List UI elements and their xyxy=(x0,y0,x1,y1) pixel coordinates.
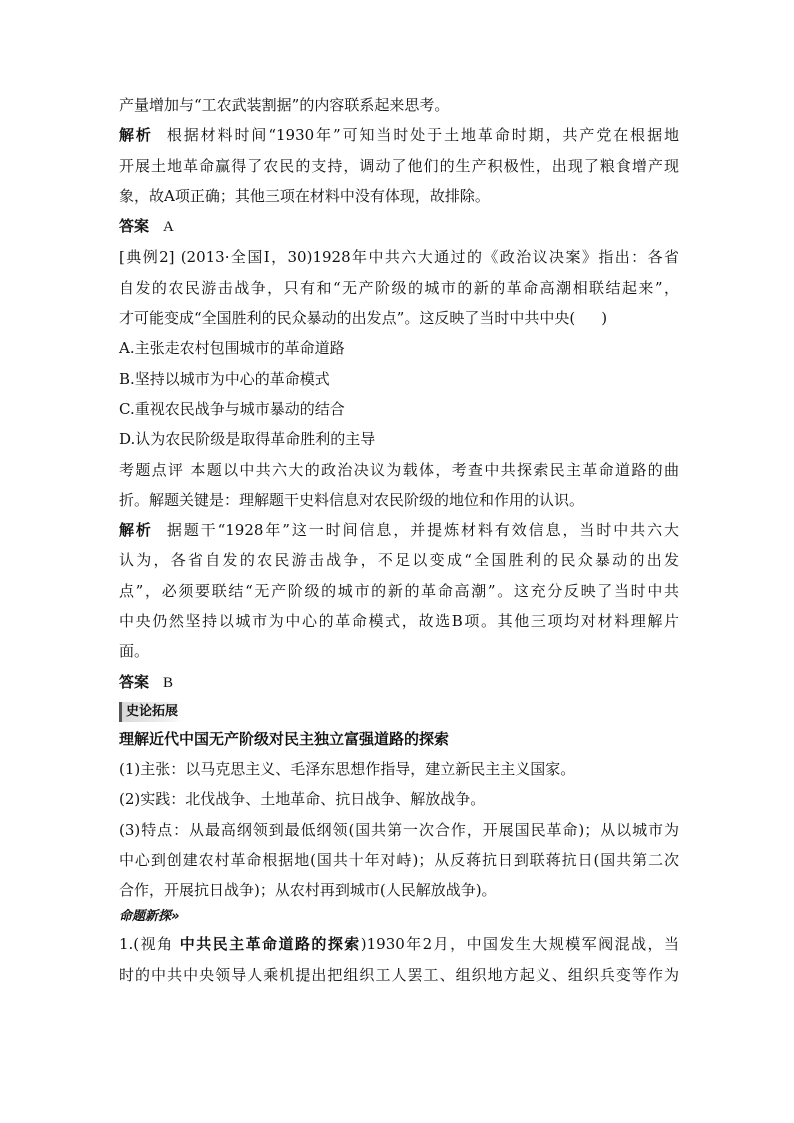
example-line: 自发的农民游击战争，只有和“无产阶级的城市的新的革命高潮相联结起来”， xyxy=(119,278,679,297)
analysis-line xyxy=(119,120,679,150)
extension-item: 中心到创建农村革命根据地(国共十年对峙)；从反蒋抗日到联蒋抗日(国共第二次 xyxy=(119,850,679,869)
analysis-line: 面。 xyxy=(119,642,150,661)
answer-line xyxy=(119,211,679,242)
option-a: A.主张走农村包围城市的革命道路 xyxy=(119,339,345,358)
analysis-text: 根据材料时间“1930年”可知当时处于土地革命时期，共产党在根据地 xyxy=(166,126,679,145)
document-page xyxy=(119,90,679,990)
analysis-line xyxy=(119,515,679,545)
analysis-text: 据题干“1928年”这一时间信息，并提炼材料有效信息，当时中共六大 xyxy=(166,521,679,540)
question-line xyxy=(119,929,679,959)
analysis-label: 解析 xyxy=(119,126,153,145)
extension-item: 合作，开展抗日战争)；从农村再到城市(人民解放战争)。 xyxy=(119,881,497,900)
analysis-line: 点”，必须要联结“无产阶级的城市的新的革命高潮”。这充分反映了当时中共 xyxy=(119,581,679,600)
answer-label: 答案 xyxy=(119,217,150,236)
section-header-newexplore: 命题新探» xyxy=(119,909,180,925)
review-line: 折。解题关键是：理解题干史料信息对农民阶级的地位和作用的认识。 xyxy=(119,490,585,509)
analysis-line: 认为，各省自发的农民游击战争，不足以变成“全国胜利的民众暴动的出发 xyxy=(119,551,679,570)
paragraph-line: 产量增加与“工农武装割据”的内容联系起来思考。 xyxy=(119,96,450,114)
example-line xyxy=(119,303,679,333)
example-text: 才可能变成“全国胜利的民众暴动的出发点”。这反映了当时中共中央( xyxy=(119,309,576,328)
question-prefix: 1.(视角 xyxy=(119,935,174,954)
extension-title: 理解近代中国无产阶级对民主独立富强道路的探索 xyxy=(119,729,450,748)
answer-value: B xyxy=(163,674,174,691)
question-text: )1930年2月，中国发生大规模军阀混战，当 xyxy=(360,935,679,954)
extension-item: (1)主张：以马克思主义、毛泽东思想作指导，建立新民主主义国家。 xyxy=(119,759,576,778)
option-b: B.坚持以城市为中心的革命模式 xyxy=(119,369,330,388)
question-line: 时的中共中央领导人乘机提出把组织工人罢工、组织地方起义、组织兵变等作为 xyxy=(119,965,679,984)
analysis-line: 象，故A项正确；其他三项在材料中没有体现，故排除。 xyxy=(119,186,490,205)
option-d: D.认为农民阶级是取得革命胜利的主导 xyxy=(119,430,376,449)
example-line: [典例2] (2013·全国Ⅰ，30)1928年中共六大通过的《政治议决案》指出：各省 xyxy=(119,248,679,267)
option-c: C.重视农民战争与城市暴动的结合 xyxy=(119,399,345,418)
analysis-label: 解析 xyxy=(119,521,153,540)
review-line: 考题点评 本题以中共六大的政治决议为载体，考查中共探索民主革命道路的曲 xyxy=(119,460,679,479)
extension-item: (3)特点：从最高纲领到最低纲领(国共第一次合作，开展国民革命)；从以城市为 xyxy=(119,820,679,839)
answer-value: A xyxy=(163,219,174,236)
analysis-line: 中央仍然坚持以城市为中心的革命模式，故选B项。其他三项均对材料理解片 xyxy=(119,612,679,631)
question-perspective: 中共民主革命道路的探索 xyxy=(179,935,361,954)
paren-close: ) xyxy=(601,309,608,328)
extension-item: (2)实践：北伐战争、土地革命、抗日战争、解放战争。 xyxy=(119,790,486,809)
analysis-line: 开展土地革命赢得了农民的支持，调动了他们的生产积极性，出现了粮食增产现 xyxy=(119,156,679,175)
section-header-extension: 史论拓展 xyxy=(119,702,184,722)
answer-line xyxy=(119,667,679,698)
answer-label: 答案 xyxy=(119,672,150,691)
